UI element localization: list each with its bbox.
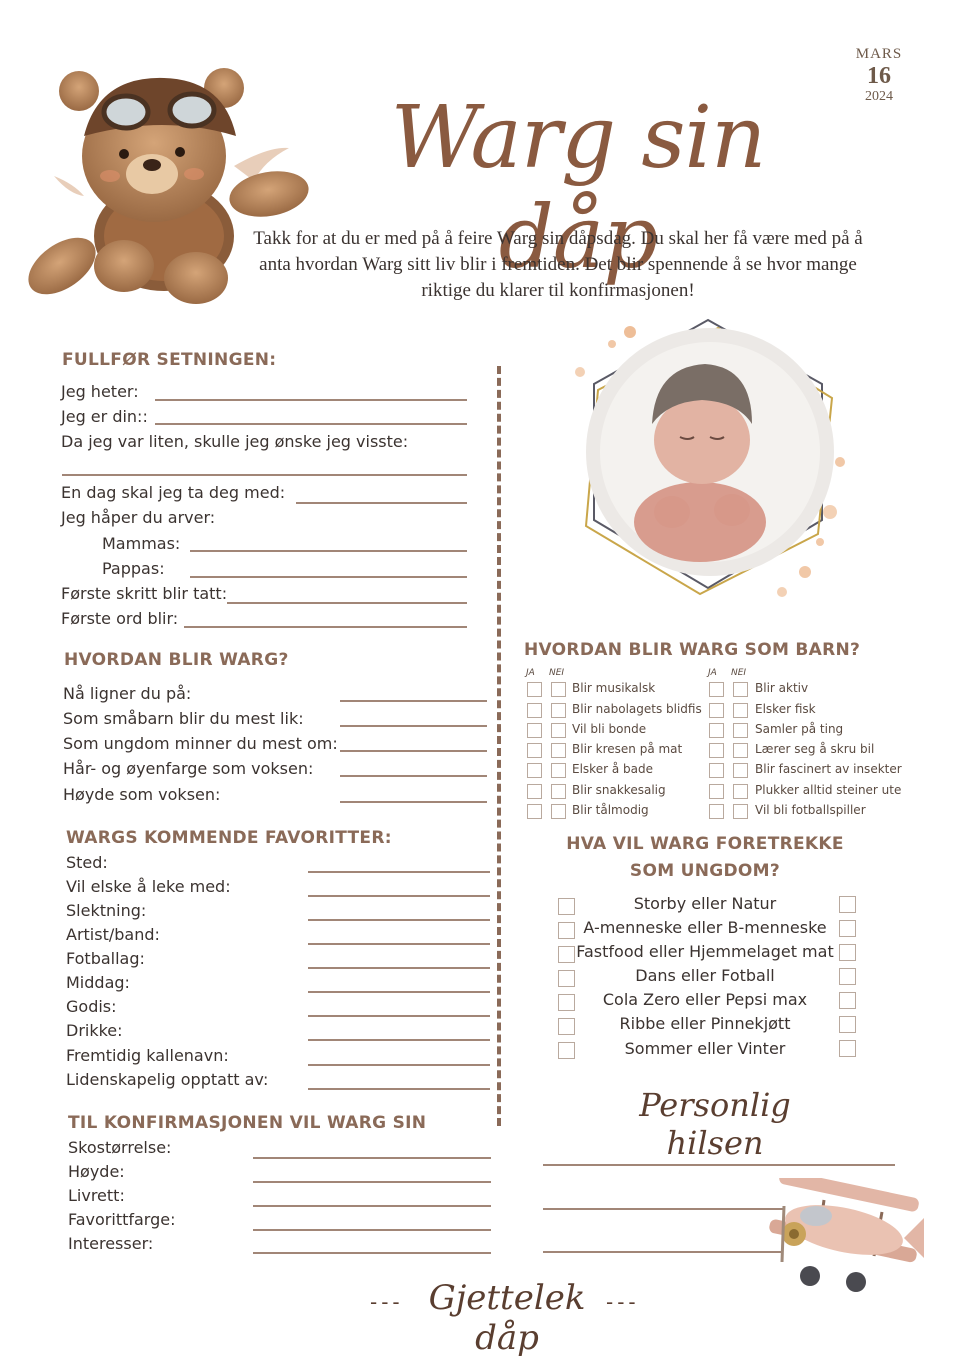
ungdom-item-6: Ribbe eller Pinnekjøtt [619, 1014, 791, 1033]
answer-line[interactable] [308, 991, 490, 993]
ungdom-item-5: Cola Zero eller Pepsi max [602, 990, 808, 1009]
left-choice-checkbox[interactable] [558, 922, 575, 939]
hvordan-row-5: Høyde som voksen: [63, 785, 221, 804]
fullfor-row-4: En dag skal jeg ta deg med: [61, 483, 286, 502]
hvordan-heading: HVORDAN BLIR WARG? [64, 650, 289, 670]
hvordan-row-3: Som ungdom minner du mest om: [63, 734, 338, 753]
answer-line[interactable] [308, 1088, 490, 1090]
ja-checkbox[interactable] [709, 723, 724, 738]
left-choice-checkbox[interactable] [558, 1018, 575, 1035]
nei-checkbox[interactable] [733, 804, 748, 819]
answer-line[interactable] [190, 576, 467, 578]
fav-row-5: Fotballag: [66, 949, 145, 968]
favoritter-heading: WARGS KOMMENDE FAVORITTER: [66, 828, 392, 848]
konf-row-4: Favorittfarge: [68, 1210, 176, 1229]
ja-checkbox[interactable] [527, 804, 542, 819]
barn-left-1: Blir musikalsk [572, 681, 656, 695]
column-divider [497, 366, 501, 1126]
fav-row-7: Godis: [66, 997, 117, 1016]
fav-row-9: Fremtidig kallenavn: [66, 1046, 229, 1065]
answer-line[interactable] [227, 602, 467, 604]
hvordan-row-1: Nå ligner du på: [63, 684, 192, 703]
left-choice-checkbox[interactable] [558, 1042, 575, 1059]
ungdom-item-4: Dans eller Fotball [635, 966, 775, 985]
date-year: 2024 [865, 89, 893, 104]
konf-row-3: Livrett: [68, 1186, 125, 1205]
barn-left-4: Blir kresen på mat [572, 742, 683, 756]
left-choice-checkbox[interactable] [558, 898, 575, 915]
answer-line[interactable] [253, 1181, 491, 1183]
answer-line[interactable] [308, 967, 490, 969]
answer-line[interactable] [190, 550, 467, 552]
answer-line[interactable] [308, 1039, 490, 1041]
fav-row-2: Vil elske å leke med: [66, 877, 231, 896]
fav-row-10: Lidenskapelig opptatt av: [66, 1070, 269, 1089]
ungdom-heading-2: SOM UNGDOM? [629, 861, 781, 881]
nei-checkbox[interactable] [551, 784, 566, 799]
footer-dashes-right: --- [606, 1290, 640, 1314]
barn-right-6: Plukker alltid steiner ute [755, 783, 902, 797]
right-choice-checkbox[interactable] [839, 992, 856, 1009]
airplane-illustration [764, 1178, 930, 1298]
ja-checkbox[interactable] [527, 763, 542, 778]
answer-line[interactable] [340, 700, 487, 702]
ja-checkbox[interactable] [527, 723, 542, 738]
fullfor-row-1: Jeg heter: [61, 382, 139, 401]
baby-photo-frame [560, 312, 864, 612]
fullfor-row-3: Da jeg var liten, skulle jeg ønske jeg visste: [61, 432, 409, 451]
left-choice-checkbox[interactable] [558, 994, 575, 1011]
fullfor-row-7: Pappas: [102, 559, 165, 578]
nei-checkbox[interactable] [733, 743, 748, 758]
answer-line[interactable] [308, 1015, 490, 1017]
answer-line[interactable] [308, 919, 490, 921]
nei-checkbox[interactable] [551, 743, 566, 758]
date-day: 16 [867, 63, 891, 89]
ja-checkbox[interactable] [709, 703, 724, 718]
answer-line[interactable] [340, 775, 487, 777]
greeting-line[interactable] [543, 1251, 783, 1253]
ja-label: JA [526, 668, 535, 678]
barn-left-6: Blir snakkesalig [572, 783, 666, 797]
barn-heading: HVORDAN BLIR WARG SOM BARN? [524, 640, 861, 660]
nei-label: NEI [731, 668, 747, 678]
konf-row-1: Skostørrelse: [68, 1138, 172, 1157]
hvordan-row-4: Hår- og øyenfarge som voksen: [63, 759, 314, 778]
greeting-line[interactable] [543, 1208, 783, 1210]
ja-checkbox[interactable] [709, 743, 724, 758]
page-title: Warg sin dåp [390, 88, 766, 288]
konf-row-5: Interesser: [68, 1234, 154, 1253]
footer-title: Gjettelek dåp [428, 1278, 586, 1358]
nei-checkbox[interactable] [733, 682, 748, 697]
nei-checkbox[interactable] [551, 703, 566, 718]
fav-row-6: Middag: [66, 973, 130, 992]
answer-line[interactable] [308, 943, 490, 945]
answer-line[interactable] [308, 1064, 490, 1066]
fullfor-row-6: Mammas: [102, 534, 181, 553]
date-month: MARS [855, 46, 903, 62]
ja-checkbox[interactable] [527, 743, 542, 758]
answer-line[interactable] [296, 502, 467, 504]
nei-checkbox[interactable] [733, 723, 748, 738]
fullfor-heading: FULLFØR SETNINGEN: [62, 350, 277, 370]
ungdom-item-7: Sommer eller Vinter [624, 1039, 786, 1058]
right-choice-checkbox[interactable] [839, 920, 856, 937]
answer-line[interactable] [253, 1252, 491, 1254]
nei-checkbox[interactable] [551, 804, 566, 819]
nei-checkbox[interactable] [551, 763, 566, 778]
ja-checkbox[interactable] [709, 682, 724, 697]
barn-right-1: Blir aktiv [755, 681, 809, 695]
nei-checkbox[interactable] [551, 723, 566, 738]
left-choice-checkbox[interactable] [558, 946, 575, 963]
nei-checkbox[interactable] [733, 763, 748, 778]
ungdom-item-2: A-menneske eller B-menneske [583, 918, 827, 937]
greeting-line[interactable] [543, 1164, 895, 1166]
left-choice-checkbox[interactable] [558, 970, 575, 987]
konfirmasjon-heading: TIL KONFIRMASJONEN VIL WARG SIN [68, 1113, 427, 1133]
answer-line[interactable] [184, 626, 467, 628]
ungdom-heading-1: HVA VIL WARG FORETREKKE [566, 834, 844, 854]
ja-checkbox[interactable] [709, 784, 724, 799]
right-choice-checkbox[interactable] [839, 1040, 856, 1057]
konf-row-2: Høyde: [68, 1162, 125, 1181]
right-choice-checkbox[interactable] [839, 896, 856, 913]
barn-right-5: Blir fascinert av insekter [755, 762, 902, 776]
answer-line[interactable] [155, 423, 467, 425]
footer [370, 1276, 650, 1358]
ja-checkbox[interactable] [527, 703, 542, 718]
answer-line[interactable] [155, 399, 467, 401]
answer-line[interactable] [253, 1205, 491, 1207]
personlig-hilsen-title: Personlig hilsen [639, 1086, 791, 1162]
nei-label: NEI [549, 668, 565, 678]
right-choice-checkbox[interactable] [839, 944, 856, 961]
barn-right-3: Samler på ting [755, 722, 844, 736]
barn-left-3: Vil bli bonde [572, 722, 647, 736]
answer-line[interactable] [308, 871, 490, 873]
ja-checkbox[interactable] [709, 804, 724, 819]
answer-line[interactable] [62, 474, 467, 476]
footer-dashes-left: --- [370, 1290, 404, 1314]
ja-checkbox[interactable] [527, 682, 542, 697]
nei-checkbox[interactable] [733, 703, 748, 718]
answer-line[interactable] [253, 1229, 491, 1231]
barn-left-5: Elsker å bade [572, 762, 653, 776]
ungdom-item-3: Fastfood eller Hjemmelaget mat [576, 942, 834, 961]
fullfor-row-5: Jeg håper du arver: [61, 508, 216, 527]
fullfor-row-8: Første skritt blir tatt: [61, 584, 228, 603]
ja-checkbox[interactable] [709, 763, 724, 778]
answer-line[interactable] [340, 801, 487, 803]
fav-row-3: Slektning: [66, 901, 147, 920]
answer-line[interactable] [340, 750, 487, 752]
nei-checkbox[interactable] [551, 682, 566, 697]
answer-line[interactable] [253, 1157, 491, 1159]
answer-line[interactable] [340, 725, 487, 727]
date-block [850, 46, 908, 105]
right-choice-checkbox[interactable] [839, 968, 856, 985]
hvordan-row-2: Som småbarn blir du mest lik: [63, 709, 304, 728]
fav-row-8: Drikke: [66, 1021, 123, 1040]
barn-right-4: Lærer seg å skru bil [755, 742, 875, 756]
barn-left-2: Blir nabolagets blidfis [572, 702, 702, 716]
ja-label: JA [708, 668, 717, 678]
ja-checkbox[interactable] [527, 784, 542, 799]
fullfor-row-2: Jeg er din:: [61, 407, 148, 426]
nei-checkbox[interactable] [733, 784, 748, 799]
fav-row-4: Artist/band: [66, 925, 160, 944]
ungdom-item-1: Storby eller Natur [633, 894, 777, 913]
fav-row-1: Sted: [66, 853, 108, 872]
fullfor-row-9: Første ord blir: [61, 609, 179, 628]
intro-text: Takk for at du er med på å feire Warg sin dåpsdag. Du skal her få være med på å anta hvordan Warg sitt liv blir i fremtiden. Det blir spennende å se hvor mange riktige du klarer til konfirmasjonen! [253, 228, 863, 301]
barn-right-2: Elsker fisk [755, 702, 816, 716]
answer-line[interactable] [308, 895, 490, 897]
barn-left-7: Blir tålmodig [572, 803, 649, 817]
barn-right-7: Vil bli fotballspiller [755, 803, 866, 817]
right-choice-checkbox[interactable] [839, 1016, 856, 1033]
